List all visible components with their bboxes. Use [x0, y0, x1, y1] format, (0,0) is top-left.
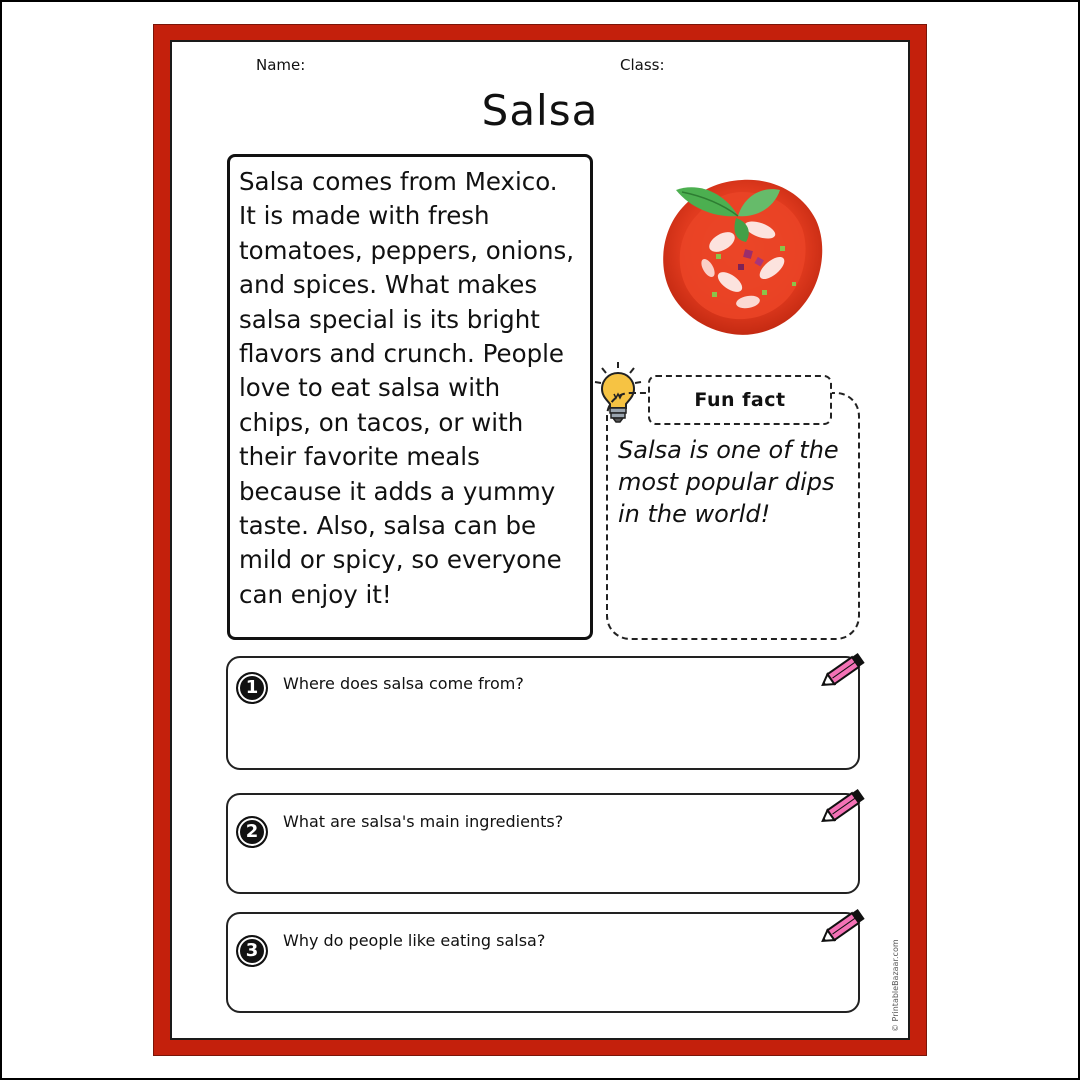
salsa-bowl-icon [652, 172, 832, 342]
pencil-icon [818, 784, 870, 828]
page-title: Salsa [481, 86, 599, 135]
class-label: Class: [620, 56, 665, 74]
question-number-1: 1 [236, 672, 268, 704]
reading-passage [239, 165, 582, 612]
passage-line: chips, on tacos, or with [239, 407, 524, 437]
question-1-text: Where does salsa come from? [283, 674, 524, 693]
answer-box-3[interactable] [226, 912, 860, 1013]
passage-line: salsa special is its bright [239, 304, 540, 334]
passage-line: and spices. What makes [239, 270, 538, 300]
passage-line: It is made with fresh [239, 201, 490, 231]
passage-line: mild or spicy, so everyone [239, 545, 562, 575]
fun-fact-line: most popular dips [618, 468, 835, 496]
pencil-icon [818, 648, 870, 692]
copyright-text: © PrintableBazaar.com [891, 939, 900, 1032]
passage-line: flavors and crunch. People [239, 339, 565, 369]
question-2-text: What are salsa's main ingredients? [283, 812, 564, 831]
name-label: Name: [256, 56, 306, 74]
question-3-text: Why do people like eating salsa? [283, 931, 546, 950]
answer-box-2[interactable] [226, 793, 860, 894]
fun-fact-line: Salsa is one of the [618, 436, 839, 464]
passage-line: taste. Also, salsa can be [239, 511, 537, 541]
fun-fact-text [618, 434, 850, 530]
fun-fact-line: in the world! [618, 500, 771, 528]
question-number-2: 2 [236, 816, 268, 848]
passage-line: love to eat salsa with [239, 373, 501, 403]
fun-fact-label: Fun fact [648, 375, 832, 425]
passage-line: Salsa comes from Mexico. [239, 167, 558, 196]
reading-passage-box [227, 154, 593, 640]
passage-line: tomatoes, peppers, onions, [239, 235, 575, 265]
question-number-3: 3 [236, 935, 268, 967]
passage-line: can enjoy it! [239, 579, 392, 609]
pencil-icon [818, 904, 870, 948]
passage-line: their favorite meals [239, 442, 480, 472]
passage-line: because it adds a yummy [239, 476, 556, 506]
